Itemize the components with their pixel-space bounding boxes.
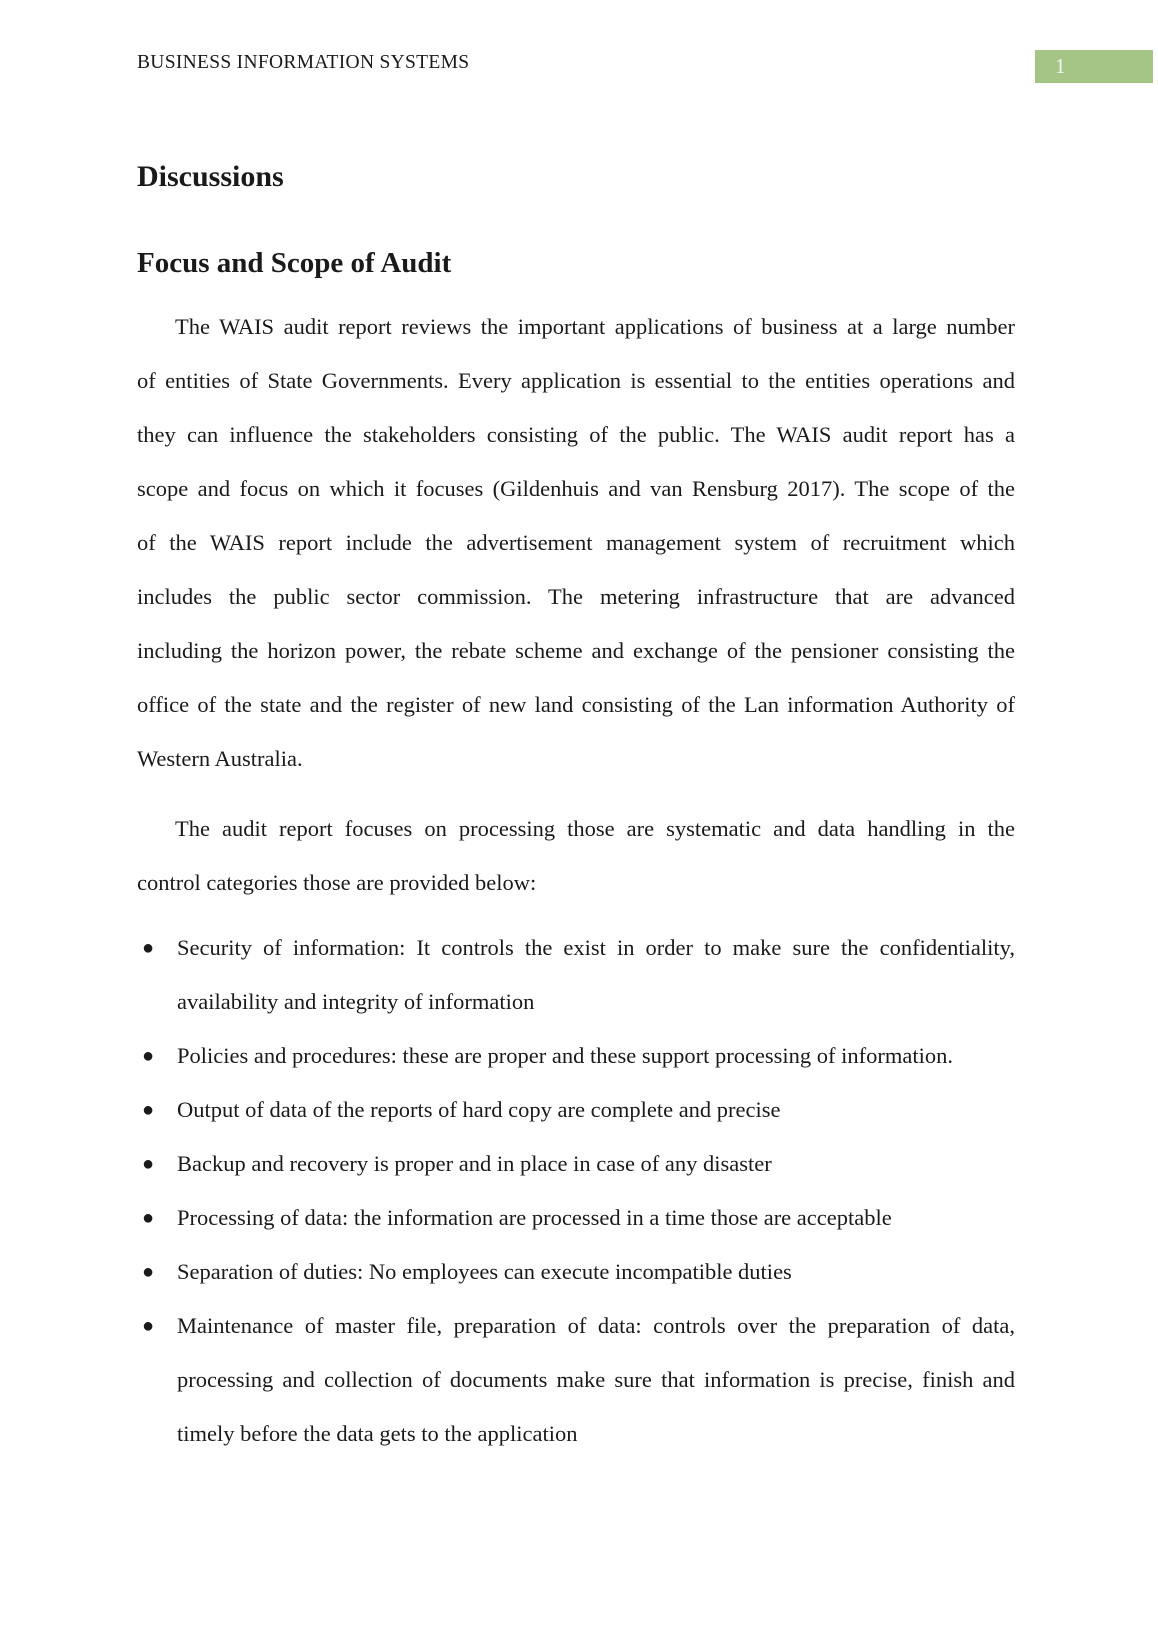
- text-line: Output of data of the reports of hard copy are complete and precise: [177, 1097, 781, 1122]
- list-item: [137, 1191, 1015, 1245]
- text-line: Maintenance of master file, preparation of data: controls over the preparation of data,: [177, 1313, 1015, 1338]
- text-line: including the horizon power, the rebate scheme and exchange of the pensioner consisting the: [137, 638, 1015, 663]
- text-line: timely before the data gets to the application: [177, 1421, 578, 1446]
- text-line: Backup and recovery is proper and in place in case of any disaster: [177, 1151, 772, 1176]
- text-line: Separation of duties: No employees can execute incompatible duties: [177, 1259, 792, 1284]
- text-line: they can influence the stakeholders consisting of the public. The WAIS audit report has a: [137, 422, 1015, 447]
- text-line: processing and collection of documents make sure that information is precise, finish and: [177, 1367, 1015, 1392]
- text-line: of the WAIS report include the advertisement management system of recruitment which: [137, 530, 1015, 555]
- paragraph-control-categories: [137, 802, 1015, 910]
- list-item: [137, 1299, 1015, 1461]
- bullet-icon: ●: [142, 1099, 155, 1121]
- list-item: [137, 1137, 1015, 1191]
- bullet-icon: ●: [142, 1153, 155, 1175]
- bullet-list: [137, 921, 1015, 1461]
- text-line: office of the state and the register of new land consisting of the Lan information Authority of: [137, 692, 1015, 717]
- list-item: [137, 1083, 1015, 1137]
- text-line: Western Australia.: [137, 746, 303, 771]
- heading-discussions: Discussions: [137, 160, 284, 193]
- text-line: Policies and procedures: these are proper and these support processing of information.: [177, 1043, 954, 1068]
- text-line: of entities of State Governments. Every application is essential to the entities operations and: [137, 368, 1015, 393]
- paragraph-audit-scope: [137, 300, 1015, 786]
- list-item: [137, 1245, 1015, 1299]
- bullet-icon: ●: [142, 1045, 155, 1067]
- list-item: [137, 921, 1015, 1029]
- text-line: includes the public sector commission. The metering infrastructure that are advanced: [137, 584, 1015, 609]
- list-item: [137, 1029, 1015, 1083]
- bullet-icon: ●: [142, 1315, 155, 1337]
- text-line: The WAIS audit report reviews the important applications of business at a large number: [175, 314, 1015, 339]
- bullet-icon: ●: [142, 1207, 155, 1229]
- heading-focus-and-scope: Focus and Scope of Audit: [137, 247, 452, 279]
- text-line: availability and integrity of information: [177, 989, 535, 1014]
- text-line: The audit report focuses on processing those are systematic and data handling in the: [175, 816, 1015, 841]
- page-number-badge: [1035, 50, 1153, 83]
- running-head: BUSINESS INFORMATION SYSTEMS: [137, 52, 470, 73]
- page-number: 1: [1055, 54, 1066, 78]
- text-line: Processing of data: the information are processed in a time those are acceptable: [177, 1205, 892, 1230]
- bullet-icon: ●: [142, 1261, 155, 1283]
- bullet-icon: ●: [142, 937, 155, 959]
- text-line: Security of information: It controls the exist in order to make sure the confidentiality,: [177, 935, 1015, 960]
- text-line: scope and focus on which it focuses (Gildenhuis and van Rensburg 2017). The scope of the: [137, 476, 1015, 501]
- text-line: control categories those are provided below:: [137, 870, 537, 895]
